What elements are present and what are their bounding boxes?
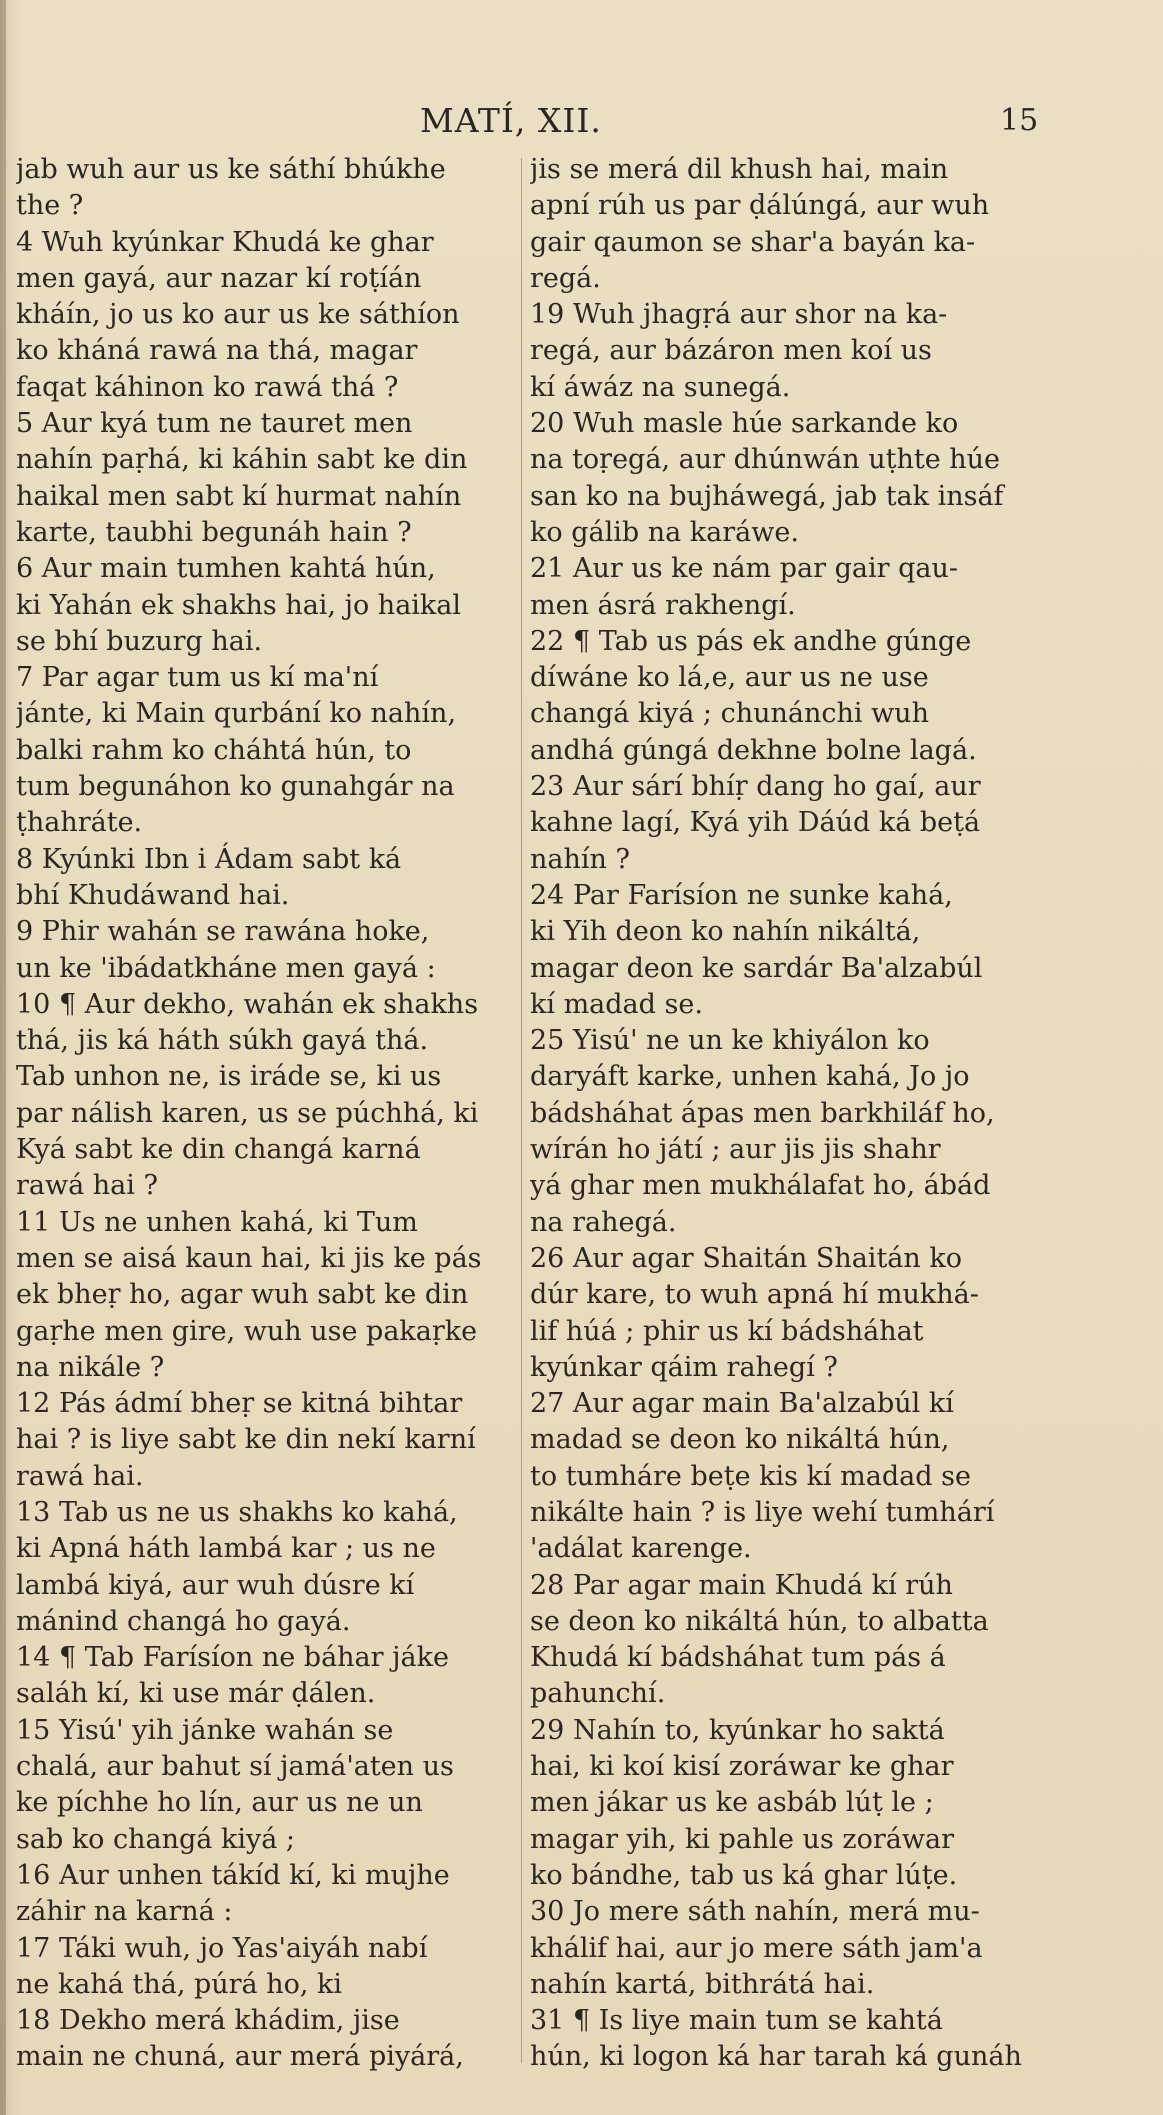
text-line: daryáft karke, unhen kahá, Jo jo <box>530 1061 970 1093</box>
text-line: un ke 'ibádatkháne men gayá : <box>16 952 436 984</box>
text-line: ṭhahráte. <box>16 807 143 839</box>
text-line: 23 Aur sárí bhíṛ dang ho gaí, aur <box>530 771 981 803</box>
text-line: hai, ki koí kisí zoráwar ke ghar <box>530 1751 954 1783</box>
text-line: dúr kare, to wuh apná hí mukhá- <box>530 1279 979 1311</box>
text-line: ke píchhe ho lín, aur us ne un <box>16 1787 423 1819</box>
text-line: 6 Aur main tumhen kahtá hún, <box>16 553 436 585</box>
text-line: lif húá ; phir us kí bádsháhat <box>530 1315 924 1347</box>
text-line: ko bándhe, tab us ká ghar lúṭe. <box>530 1859 958 1891</box>
text-line: záhir na karná : <box>16 1896 233 1928</box>
text-line: díwáne ko lá,e, aur us ne use <box>530 662 929 694</box>
text-line: 30 Jo mere sáth nahín, merá mu- <box>530 1896 980 1928</box>
text-line: 18 Dekho merá khádim, jise <box>16 2005 400 2037</box>
text-line: nahín kartá, bithrátá hai. <box>530 1968 875 2000</box>
text-line: ko gálib na karáwe. <box>530 516 799 548</box>
text-line: Khudá kí bádsháhat tum pás á <box>530 1642 946 1674</box>
text-line: 16 Aur unhen tákíd kí, ki mujhe <box>16 1859 450 1891</box>
text-line: bhí Khudáwand hai. <box>16 879 290 911</box>
text-line: apní rúh us par ḍálúngá, aur wuh <box>530 190 990 222</box>
text-line: chalá, aur bahut sí jamá'aten us <box>16 1751 454 1783</box>
text-line: 5 Aur kyá tum ne tauret men <box>16 408 413 440</box>
text-line: ko kháná rawá na thá, magar <box>16 335 418 367</box>
text-line: 9 Phir wahán se rawána hoke, <box>16 916 430 948</box>
text-line: lambá kiyá, aur wuh dúsre kí <box>16 1569 415 1601</box>
text-line: 26 Aur agar Shaitán Shaitán ko <box>530 1242 962 1274</box>
text-line: 'adálat karenge. <box>530 1533 752 1565</box>
text-line: men gayá, aur nazar kí roṭíán <box>16 262 422 294</box>
text-line: kahne lagí, Kyá yih Dáúd ká beṭá <box>530 807 981 839</box>
text-line: balki rahm ko cháhtá hún, to <box>16 734 412 766</box>
text-line: karte, taubhi begunáh hain ? <box>16 516 412 548</box>
text-line: Kyá sabt ke din changá karná <box>16 1134 421 1166</box>
text-line: haikal men sabt kí hurmat nahín <box>16 480 462 512</box>
text-line: faqat káhinon ko rawá thá ? <box>16 371 399 403</box>
text-line: se deon ko nikáltá hún, to albatta <box>530 1605 989 1637</box>
text-line: jab wuh aur us ke sáthí bhúkhe <box>16 154 446 185</box>
page-header <box>0 101 1163 141</box>
text-line: nahín ? <box>530 843 630 875</box>
text-line: men se aisá kaun hai, ki jis ke pás <box>16 1242 482 1274</box>
text-line: 19 Wuh jhagṛá aur shor na ka- <box>530 299 948 331</box>
text-line: magar deon ke sardár Ba'alzabúl <box>530 952 983 984</box>
text-line: changá kiyá ; chunánchi wuh <box>530 698 929 730</box>
right-column <box>530 152 1072 2076</box>
text-line: 8 Kyúnki Ibn i Ádam sabt ká <box>16 843 402 875</box>
text-line: men jákar us ke asbáb lúṭ le ; <box>530 1787 934 1819</box>
text-line: gaṛhe men gire, wuh use pakaṛke <box>16 1315 478 1347</box>
text-line: ki Apná háth lambá kar ; us ne <box>16 1533 436 1565</box>
text-line: nikálte hain ? is liye wehí tumhárí <box>530 1496 995 1528</box>
text-line: 20 Wuh masle húe sarkande ko <box>530 408 959 440</box>
text-line: 4 Wuh kyúnkar Khudá ke ghar <box>16 226 434 258</box>
text-line: 10 ¶ Aur dekho, wahán ek shakhs <box>16 988 479 1020</box>
text-line: 24 Par Farísíon ne sunke kahá, <box>530 879 953 911</box>
text-line: ki Yahán ek shakhs hai, jo haikal <box>16 589 462 621</box>
running-title: MATÍ, XII. <box>420 101 602 140</box>
text-line: 25 Yisú' ne un ke khiyálon ko <box>530 1025 930 1057</box>
text-line: thá, jis ká háth súkh gayá thá. <box>16 1025 429 1057</box>
text-line: magar yih, ki pahle us zoráwar <box>530 1823 954 1855</box>
text-line: sab ko changá kiyá ; <box>16 1823 296 1855</box>
text-line: 27 Aur agar main Ba'alzabúl kí <box>530 1388 954 1420</box>
left-column <box>16 152 512 2076</box>
text-line: 22 ¶ Tab us pás ek andhe gúnge <box>530 625 972 657</box>
text-line: regá. <box>530 262 601 294</box>
text-line: kyúnkar qáim rahegí ? <box>530 1351 838 1383</box>
text-line: rawá hai ? <box>16 1170 158 1202</box>
text-line: se bhí buzurg hai. <box>16 625 263 657</box>
column-divider <box>521 158 522 2063</box>
binding-edge <box>0 0 6 2115</box>
text-line: mánind changá ho gayá. <box>16 1605 351 1637</box>
page-number: 15 <box>1000 103 1039 138</box>
text-line: jis se merá dil khush hai, main <box>530 154 949 185</box>
text-line: 14 ¶ Tab Farísíon ne báhar jáke <box>16 1642 449 1674</box>
text-line: 11 Us ne unhen kahá, ki Tum <box>16 1206 418 1238</box>
text-line: hún, ki logon ká har tarah ká gunáh <box>530 2041 1022 2073</box>
text-line: 12 Pás ádmí bheṛ se kitná bihtar <box>16 1388 463 1420</box>
text-line: khálif hai, aur jo mere sáth jam'a <box>530 1932 983 1964</box>
text-line: kí áwáz na sunegá. <box>530 371 791 403</box>
text-line: 31 ¶ Is liye main tum se kahtá <box>530 2005 943 2037</box>
text-line: the ? <box>16 190 84 222</box>
text-line: tum begunáhon ko gunahgár na <box>16 771 455 803</box>
text-line: 29 Nahín to, kyúnkar ho saktá <box>530 1714 945 1746</box>
text-line: san ko na bujháwegá, jab tak insáf <box>530 480 1004 512</box>
text-line: 7 Par agar tum us kí ma'ní <box>16 662 379 694</box>
text-line: regá, aur bázáron men koí us <box>530 335 932 367</box>
text-line: bádsháhat ápas men barkhiláf ho, <box>530 1097 995 1129</box>
text-line: 13 Tab us ne us shakhs ko kahá, <box>16 1496 458 1528</box>
text-line: jánte, ki Main qurbání ko nahín, <box>16 698 457 730</box>
text-line: madad se deon ko nikáltá hún, <box>530 1424 950 1456</box>
text-line: saláh kí, ki use már ḍálen. <box>16 1678 376 1710</box>
text-line: ne kahá thá, púrá ho, ki <box>16 1968 343 2000</box>
text-line: ek bheṛ ho, agar wuh sabt ke din <box>16 1279 469 1311</box>
text-line: par nálish karen, us se púchhá, ki <box>16 1097 479 1129</box>
text-line: ki Yih deon ko nahín nikáltá, <box>530 916 921 948</box>
text-line: hai ? is liye sabt ke din nekí karní <box>16 1424 476 1456</box>
text-line: to tumháre beṭe kis kí madad se <box>530 1460 971 1492</box>
text-line: main ne chuná, aur merá piyárá, <box>16 2041 464 2073</box>
text-line: rawá hai. <box>16 1460 144 1492</box>
text-line: andhá gúngá dekhne bolne lagá. <box>530 734 977 766</box>
text-line: 15 Yisú' yih jánke wahán se <box>16 1714 394 1746</box>
text-line: pahunchí. <box>530 1678 666 1710</box>
text-line: gair qaumon se shar'a bayán ka- <box>530 226 976 258</box>
text-line: wírán ho játí ; aur jis jis shahr <box>530 1134 941 1166</box>
text-line: na rahegá. <box>530 1206 677 1238</box>
text-line: nahín paṛhá, ki káhin sabt ke din <box>16 444 468 476</box>
text-line: na toṛegá, aur dhúnwán uṭhte húe <box>530 444 1001 476</box>
text-line: 28 Par agar main Khudá kí rúh <box>530 1569 953 1601</box>
text-line: 21 Aur us ke nám par gair qau- <box>530 553 959 585</box>
text-line: kháín, jo us ko aur us ke sáthíon <box>16 299 460 331</box>
text-line: Tab unhon ne, is iráde se, ki us <box>16 1061 442 1093</box>
text-line: men ásrá rakhengí. <box>530 589 796 621</box>
text-line: na nikále ? <box>16 1351 165 1383</box>
text-line: kí madad se. <box>530 988 703 1020</box>
text-line: yá ghar men mukhálafat ho, ábád <box>530 1170 991 1202</box>
text-line: 17 Táki wuh, jo Yas'aiyáh nabí <box>16 1932 428 1964</box>
